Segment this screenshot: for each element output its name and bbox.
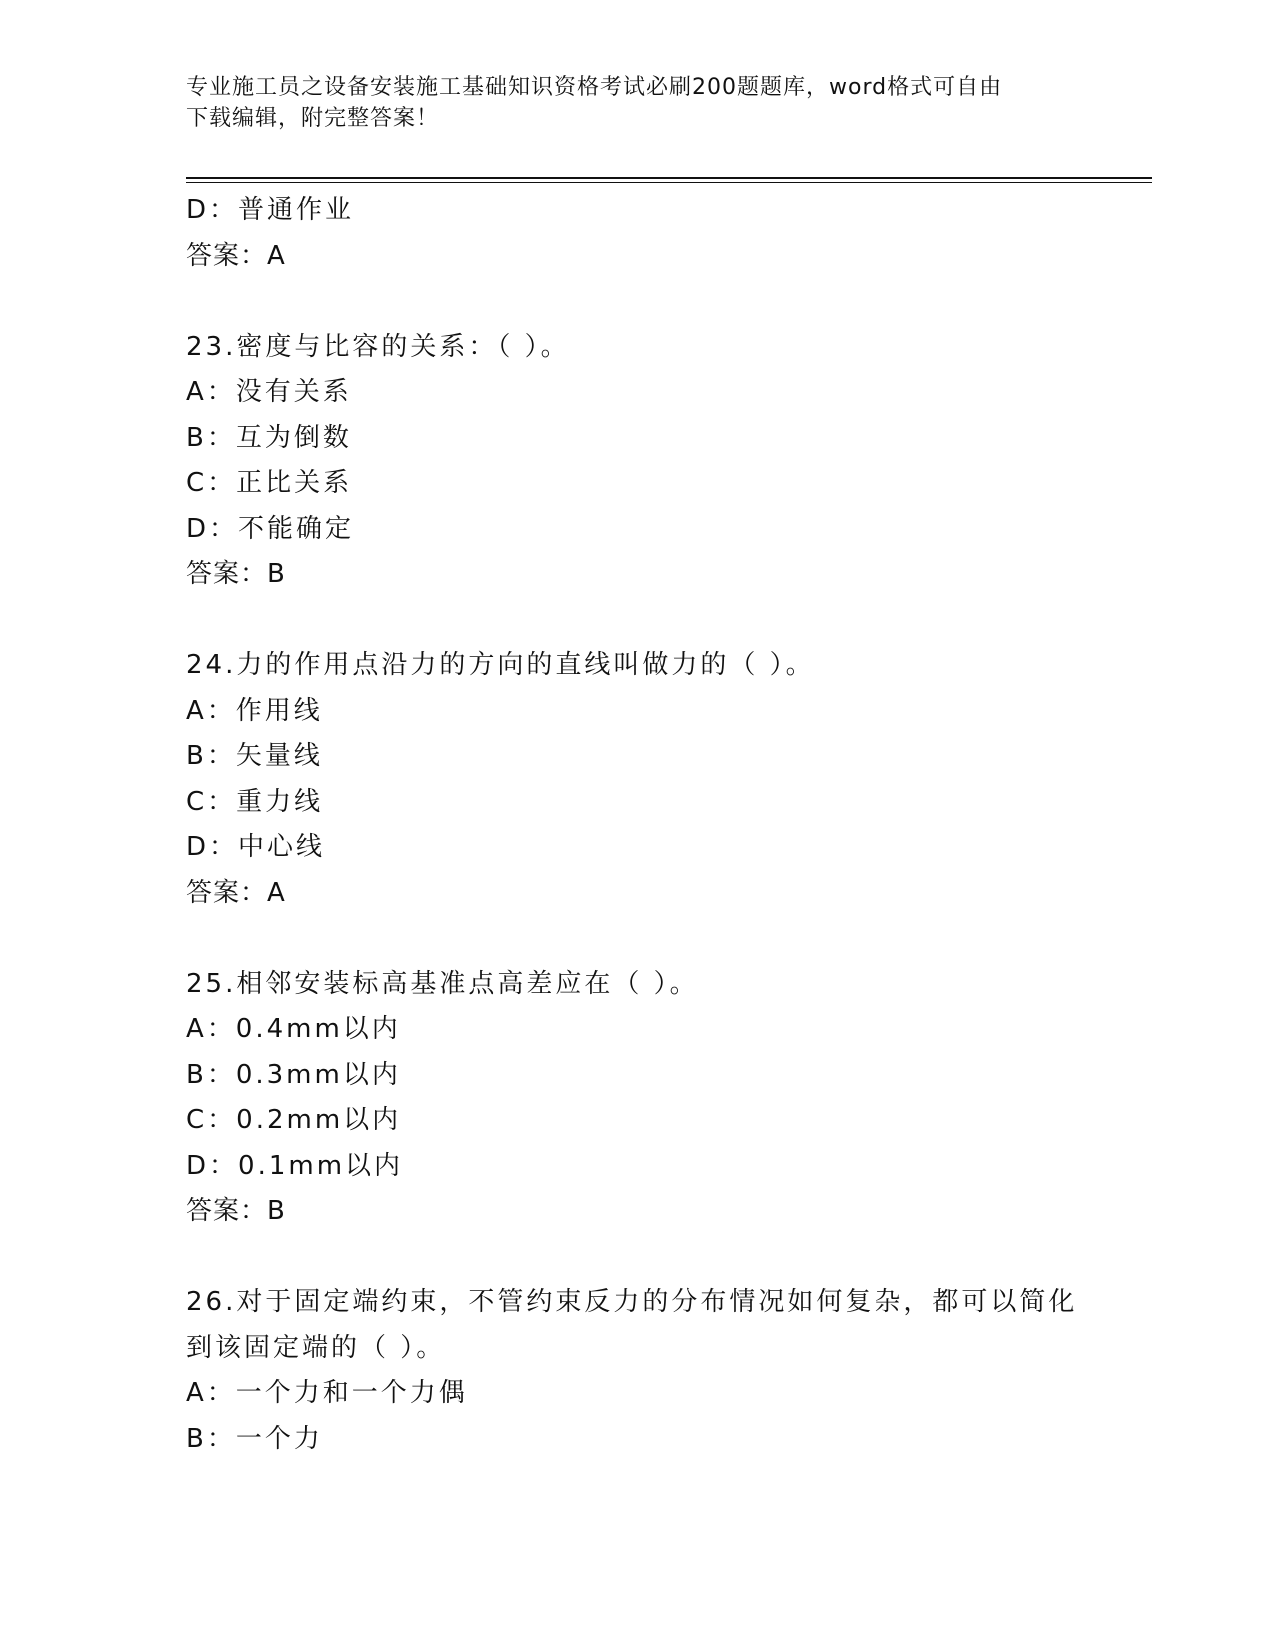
option-b-q24: B：矢量线 (186, 741, 323, 771)
option-a-q23: A：没有关系 (186, 377, 352, 407)
spacer (186, 279, 1152, 325)
option-b-q26: B：一个力 (186, 1423, 323, 1454)
question-stem-23: 23.密度与比容的关系：（ ）。 (186, 331, 570, 362)
option-d-q23: D：不能确定 (186, 513, 355, 544)
spacer (186, 598, 1152, 644)
option-b-q23: B：互为倒数 (186, 422, 352, 453)
option-d-q25: D：0.1mm以内 (186, 1150, 404, 1181)
spacer (186, 916, 1152, 962)
header-title-line-1: 专业施工员之设备安装施工基础知识资格考试必刷200题题库，word格式可自由 (186, 75, 1003, 100)
header-title-line-2: 下载编辑，附完整答案！ (186, 106, 440, 131)
answer-q22: 答案：A (186, 240, 286, 271)
option-d-q22: D：普通作业 (186, 195, 355, 225)
option-b-q25: B：0.3mm以内 (186, 1059, 401, 1090)
option-c-q23: C：正比关系 (186, 468, 353, 498)
option-d-q24: D：中心线 (186, 832, 326, 862)
question-stem-26-line-2: 到该固定端的（ ）。 (186, 1332, 446, 1363)
header-rule-thick (186, 177, 1152, 179)
header-rule-thin (186, 182, 1152, 183)
question-stem-26-line-1: 26.对于固定端约束，不管约束反力的分布情况如何复杂，都可以简化 (186, 1287, 1078, 1317)
question-list (186, 188, 1152, 1462)
option-c-q24: C：重力线 (186, 786, 324, 817)
question-stem-25: 25.相邻安装标高基准点高差应在（ ）。 (186, 968, 699, 999)
question-stem-24: 24.力的作用点沿力的方向的直线叫做力的（ ）。 (186, 650, 815, 680)
answer-q25: 答案：B (186, 1196, 286, 1226)
option-a-q26: A：一个力和一个力偶 (186, 1378, 468, 1408)
option-c-q25: C：0.2mm以内 (186, 1105, 402, 1135)
document-header (186, 72, 1066, 134)
answer-q23: 答案：B (186, 559, 286, 589)
answer-q24: 答案：A (186, 877, 286, 908)
spacer (186, 1235, 1152, 1281)
option-a-q25: A：0.4mm以内 (186, 1014, 401, 1044)
option-a-q24: A：作用线 (186, 695, 323, 726)
